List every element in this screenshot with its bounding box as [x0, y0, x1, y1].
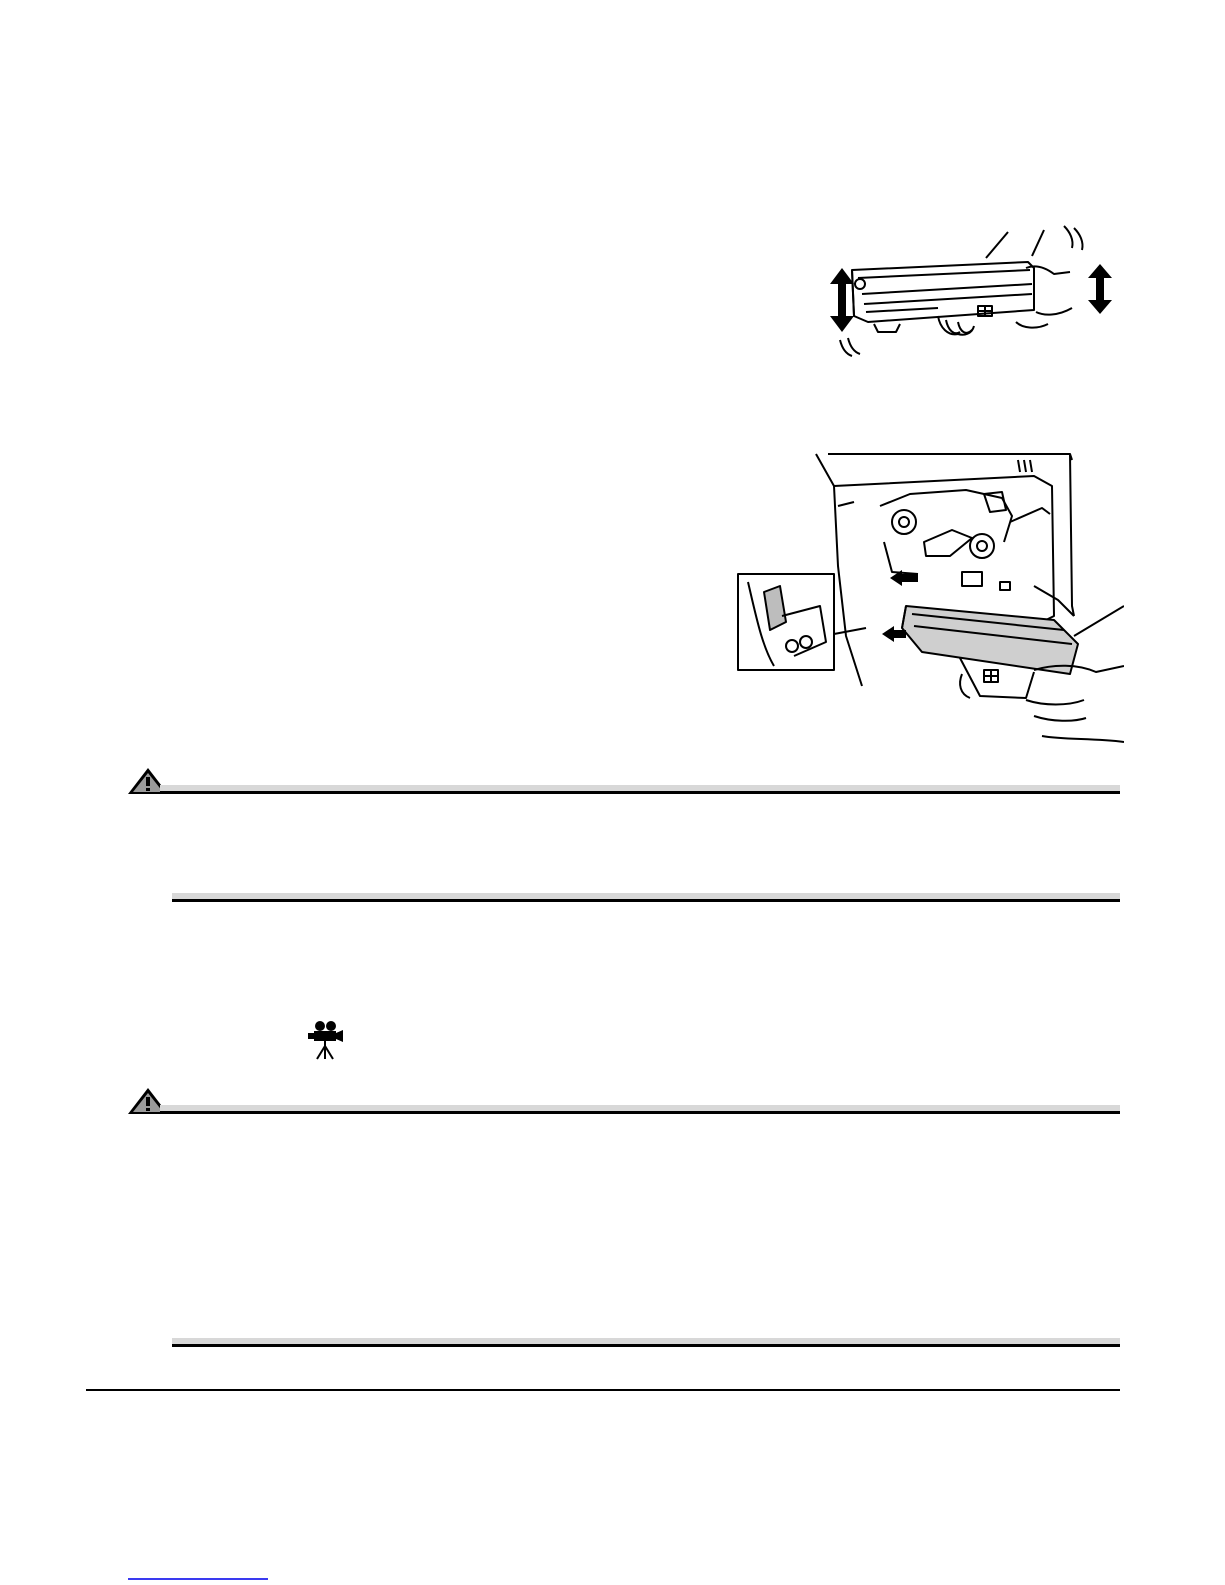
warning-bottom-rule	[172, 1338, 1120, 1347]
warning-top-rule	[160, 785, 1120, 794]
shake-cartridge-illustration	[808, 212, 1124, 364]
insert-cartridge-illustration	[734, 446, 1124, 748]
warning-top-rule	[160, 1105, 1120, 1114]
warning-bottom-rule	[172, 893, 1120, 902]
movie-camera-icon[interactable]	[306, 1020, 346, 1060]
footer-rule	[86, 1389, 1120, 1391]
page-link-underline[interactable]	[128, 1578, 268, 1580]
